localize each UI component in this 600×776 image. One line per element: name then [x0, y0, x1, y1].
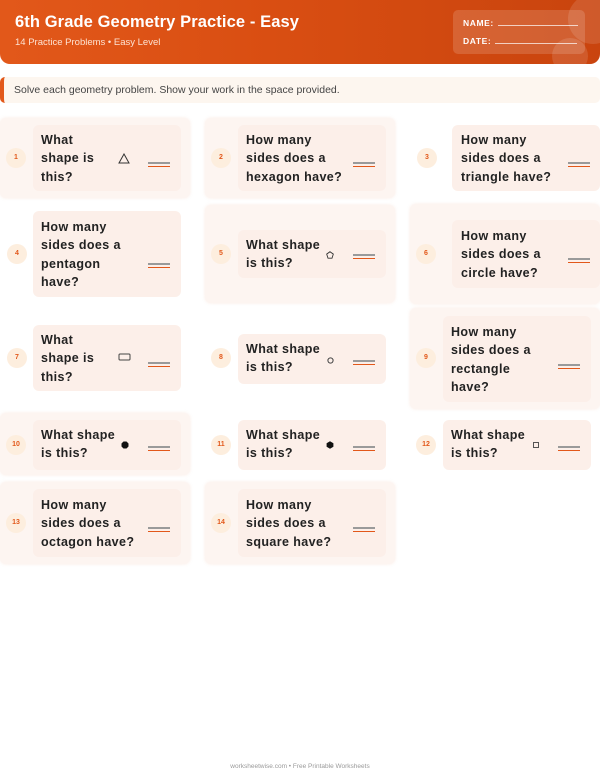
problem-body [238, 334, 386, 384]
problem-number: 2 [211, 148, 231, 168]
problem-body [33, 211, 181, 297]
problem-number: 4 [7, 244, 27, 264]
question-text: What shape is this? [246, 428, 321, 461]
answer-line[interactable] [353, 254, 375, 259]
question-text: What shape is this? [41, 133, 95, 184]
question-text: What shape is this? [41, 333, 95, 384]
worksheet-header [0, 0, 600, 64]
problem-body [443, 420, 591, 470]
problem-card-3 [410, 118, 600, 198]
problem-number: 3 [417, 148, 437, 168]
answer-line[interactable] [558, 446, 580, 451]
octagon-icon [121, 441, 129, 449]
square-icon [533, 442, 539, 448]
date-label: DATE: [463, 36, 492, 46]
problem-body [238, 489, 386, 557]
instructions-banner: Solve each geometry problem. Show your work in the space provided. [0, 77, 600, 103]
problem-number: 6 [416, 244, 436, 264]
problem-number: 8 [211, 348, 231, 368]
problem-card-7 [0, 318, 190, 398]
problem-body [443, 316, 591, 402]
date-field[interactable] [495, 43, 577, 44]
question-text: How many sides does a hexagon have? [246, 133, 343, 184]
question-text: What shape is this? [246, 238, 321, 271]
problem-number: 1 [6, 148, 26, 168]
problem-body [33, 325, 181, 391]
problem-number: 13 [6, 513, 26, 533]
triangle-icon [118, 153, 130, 164]
problem-number: 10 [6, 435, 26, 455]
answer-line[interactable] [148, 362, 170, 367]
problem-number: 9 [416, 348, 436, 368]
problem-number: 5 [211, 244, 231, 264]
question-text: What shape is this? [451, 428, 526, 461]
problem-number: 7 [7, 348, 27, 368]
answer-line[interactable] [353, 162, 375, 167]
question-text: How many sides does a circle have? [461, 229, 541, 280]
problem-card-4 [0, 206, 190, 302]
question-text: How many sides does a pentagon have? [41, 220, 121, 289]
answer-line[interactable] [568, 258, 590, 263]
answer-line[interactable] [353, 446, 375, 451]
answer-line[interactable] [148, 162, 170, 167]
problem-number: 11 [211, 435, 231, 455]
name-label: NAME: [463, 18, 494, 28]
problem-card-10 [0, 413, 190, 475]
problem-card-9 [410, 308, 600, 409]
answer-line[interactable] [148, 527, 170, 532]
question-text: How many sides does a rectangle have? [451, 325, 531, 394]
name-field[interactable] [498, 25, 578, 26]
problem-card-1 [0, 118, 190, 198]
problem-card-6 [410, 204, 600, 304]
problem-number: 14 [211, 513, 231, 533]
problem-body [452, 125, 600, 191]
problem-number: 12 [416, 435, 436, 455]
answer-line[interactable] [558, 364, 580, 369]
question-text: How many sides does a square have? [246, 498, 332, 549]
answer-line[interactable] [148, 446, 170, 451]
question-text: What shape is this? [41, 428, 116, 461]
answer-line[interactable] [568, 162, 590, 167]
question-text: How many sides does a octagon have? [41, 498, 135, 549]
problem-body [33, 125, 181, 191]
page-subtitle: 14 Practice Problems • Easy Level [15, 37, 161, 48]
problem-body [238, 125, 386, 191]
rectangle-icon [118, 353, 131, 361]
pentagon-icon [326, 251, 334, 259]
answer-line[interactable] [353, 527, 375, 532]
problem-body [238, 230, 386, 278]
question-text: How many sides does a triangle have? [461, 133, 552, 184]
problem-card-2 [205, 118, 395, 198]
answer-line[interactable] [148, 263, 170, 268]
problem-card-8 [205, 318, 395, 398]
name-date-box [453, 10, 585, 54]
problem-card-5 [205, 205, 395, 303]
problem-body [452, 220, 600, 288]
page-title: 6th Grade Geometry Practice - Easy [15, 13, 300, 31]
circle-icon [327, 357, 334, 364]
problem-card-13 [0, 482, 190, 564]
problem-body [33, 489, 181, 557]
question-text: What shape is this? [246, 342, 321, 375]
problem-body [33, 420, 181, 470]
problem-card-11 [205, 413, 395, 475]
answer-line[interactable] [353, 360, 375, 365]
hexagon-icon [326, 441, 334, 449]
page-footer: worksheetwise.com • Free Printable Worksheets [230, 763, 370, 770]
problem-card-14 [205, 482, 395, 564]
problem-card-12 [410, 413, 600, 475]
problem-body [238, 420, 386, 470]
